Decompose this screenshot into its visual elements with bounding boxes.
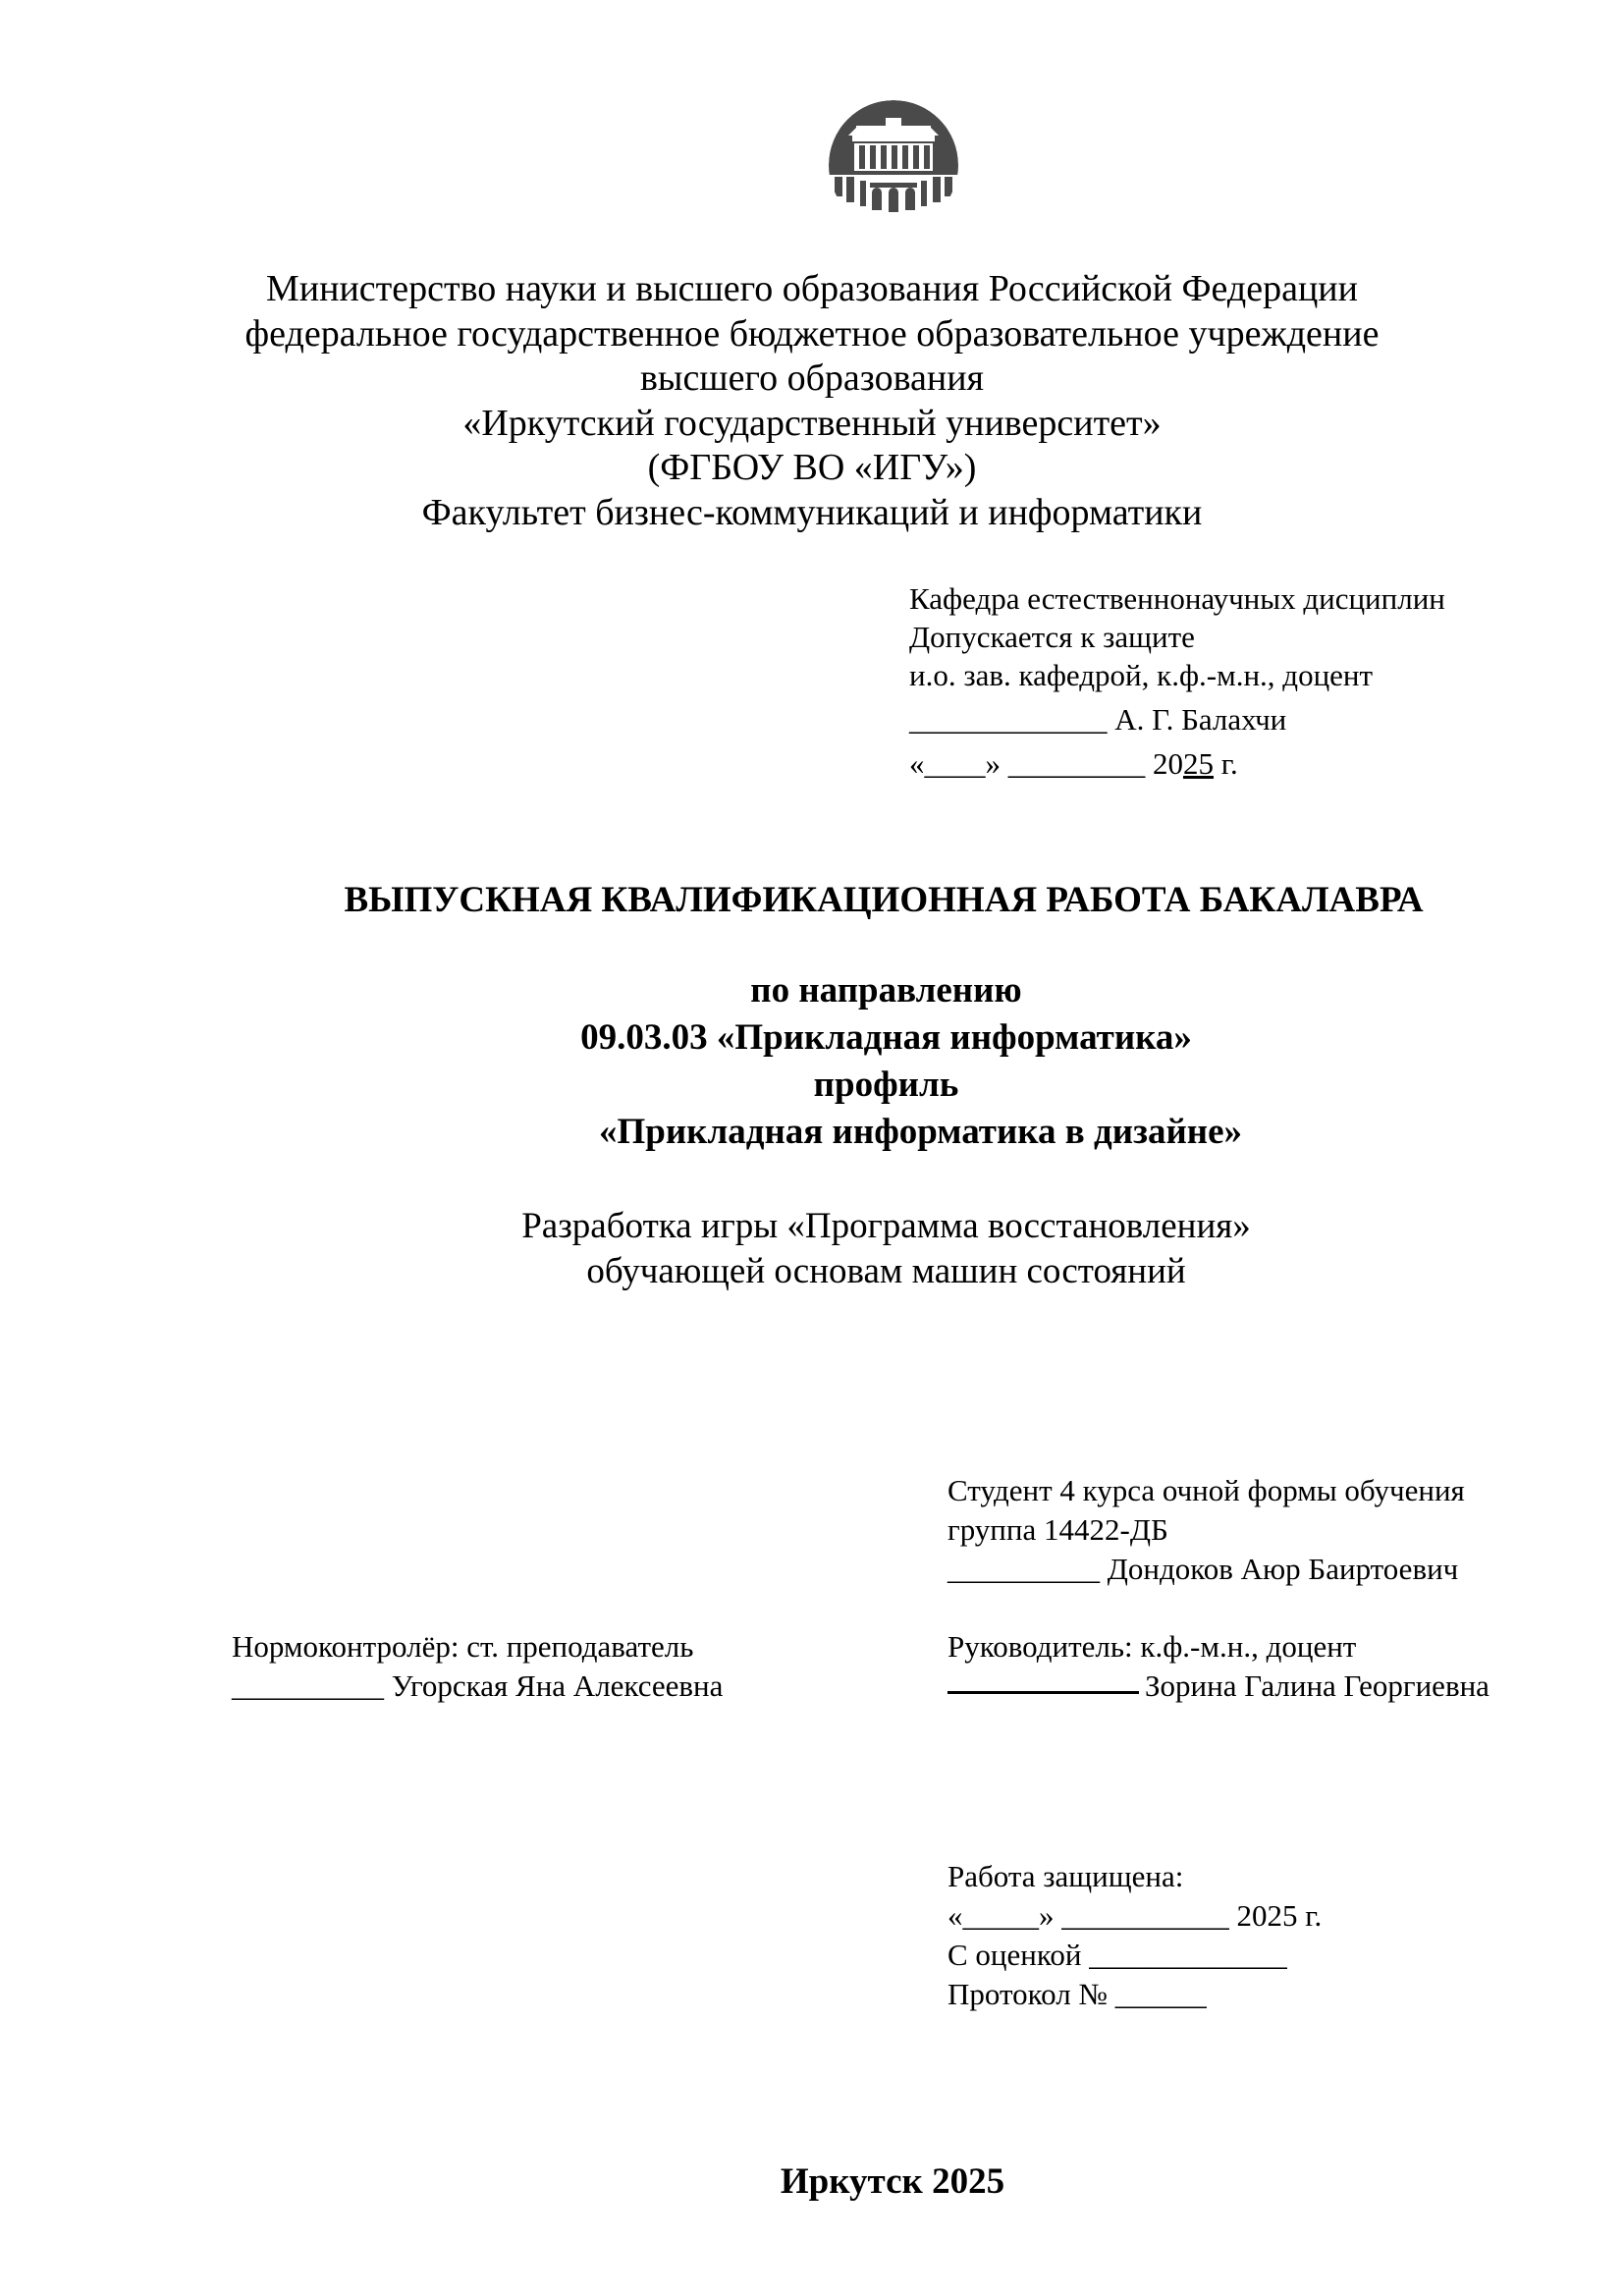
signature-rule (947, 1691, 1139, 1694)
normcontrol-position: Нормоконтролёр: ст. преподаватель (232, 1629, 694, 1664)
approval-admitted: Допускается к защите (909, 620, 1195, 654)
defense-protocol: Протокол № ______ (947, 1977, 1207, 2011)
defense-grade: С оценкой _____________ (947, 1938, 1287, 1972)
student-signature: __________ Дондоков Аюр Баиртоевич (947, 1552, 1459, 1586)
header-line-faculty: Факультет бизнес-коммуникаций и информатики (421, 491, 1203, 533)
approval-department: Кафедра естественнонаучных дисциплин (909, 581, 1445, 616)
supervisor-position: Руководитель: к.ф.-м.н., доцент (947, 1629, 1357, 1664)
student-group: группа 14422-ДБ (947, 1512, 1168, 1547)
approval-signature: _____________ А. Г. Балахчи (909, 702, 1287, 737)
supervisor-name: Зорина Галина Георгиевна (1145, 1668, 1489, 1703)
direction-label: по направлению (750, 970, 1022, 1011)
header-line-ministry: Министерство науки и высшего образования Российской Федерации (266, 268, 1358, 309)
approval-block (909, 579, 1445, 783)
university-building-emblem-icon (827, 98, 960, 232)
city-year: Иркутск 2025 (780, 2161, 1005, 2202)
header-line-institution-type: федеральное государственное бюджетное образовательное учреждение (244, 312, 1380, 355)
profile-label: профиль (813, 1065, 959, 1105)
profile-value: «Прикладная информатика в дизайне» (599, 1112, 1242, 1152)
defense-status: Работа защищена: (947, 1859, 1184, 1893)
header-line-abbreviation: (ФГБОУ ВО «ИГУ») (647, 447, 977, 488)
direction-block (0, 967, 1624, 1156)
approval-date-year: 25 (1183, 746, 1214, 781)
student-course: Студент 4 курса очной формы обучения (947, 1473, 1465, 1507)
approval-position: и.о. зав. кафедрой, к.ф.-м.н., доцент (909, 658, 1374, 692)
header-line-education-level: высшего образования (639, 357, 985, 399)
institution-header (0, 267, 1624, 535)
topic-line-2: обучающей основам машин состояний (586, 1251, 1186, 1291)
header-line-university: «Иркутский государственный университет» (462, 402, 1162, 444)
normcontrol-signature: __________ Угорская Яна Алексеевна (232, 1668, 724, 1703)
defense-date: «_____» ___________ 2025 г. (947, 1898, 1323, 1933)
work-title: ВЫПУСКНАЯ КВАЛИФИКАЦИОННАЯ РАБОТА БАКАЛАВРА (344, 880, 1424, 920)
direction-value: 09.03.03 «Прикладная информатика» (580, 1017, 1192, 1058)
supervisor-block (947, 1627, 1489, 1706)
defense-block (947, 1857, 1322, 2014)
approval-date-prefix: «____» _________ 20 (909, 746, 1183, 781)
topic-line-1: Разработка игры «Программа восстановления» (521, 1206, 1251, 1246)
approval-date-suffix: г. (1214, 746, 1238, 781)
normcontrol-block (232, 1627, 723, 1706)
approval-date (909, 744, 1445, 783)
topic-block (0, 1204, 1624, 1294)
supervisor-signature (947, 1667, 1489, 1706)
student-block (947, 1471, 1465, 1589)
